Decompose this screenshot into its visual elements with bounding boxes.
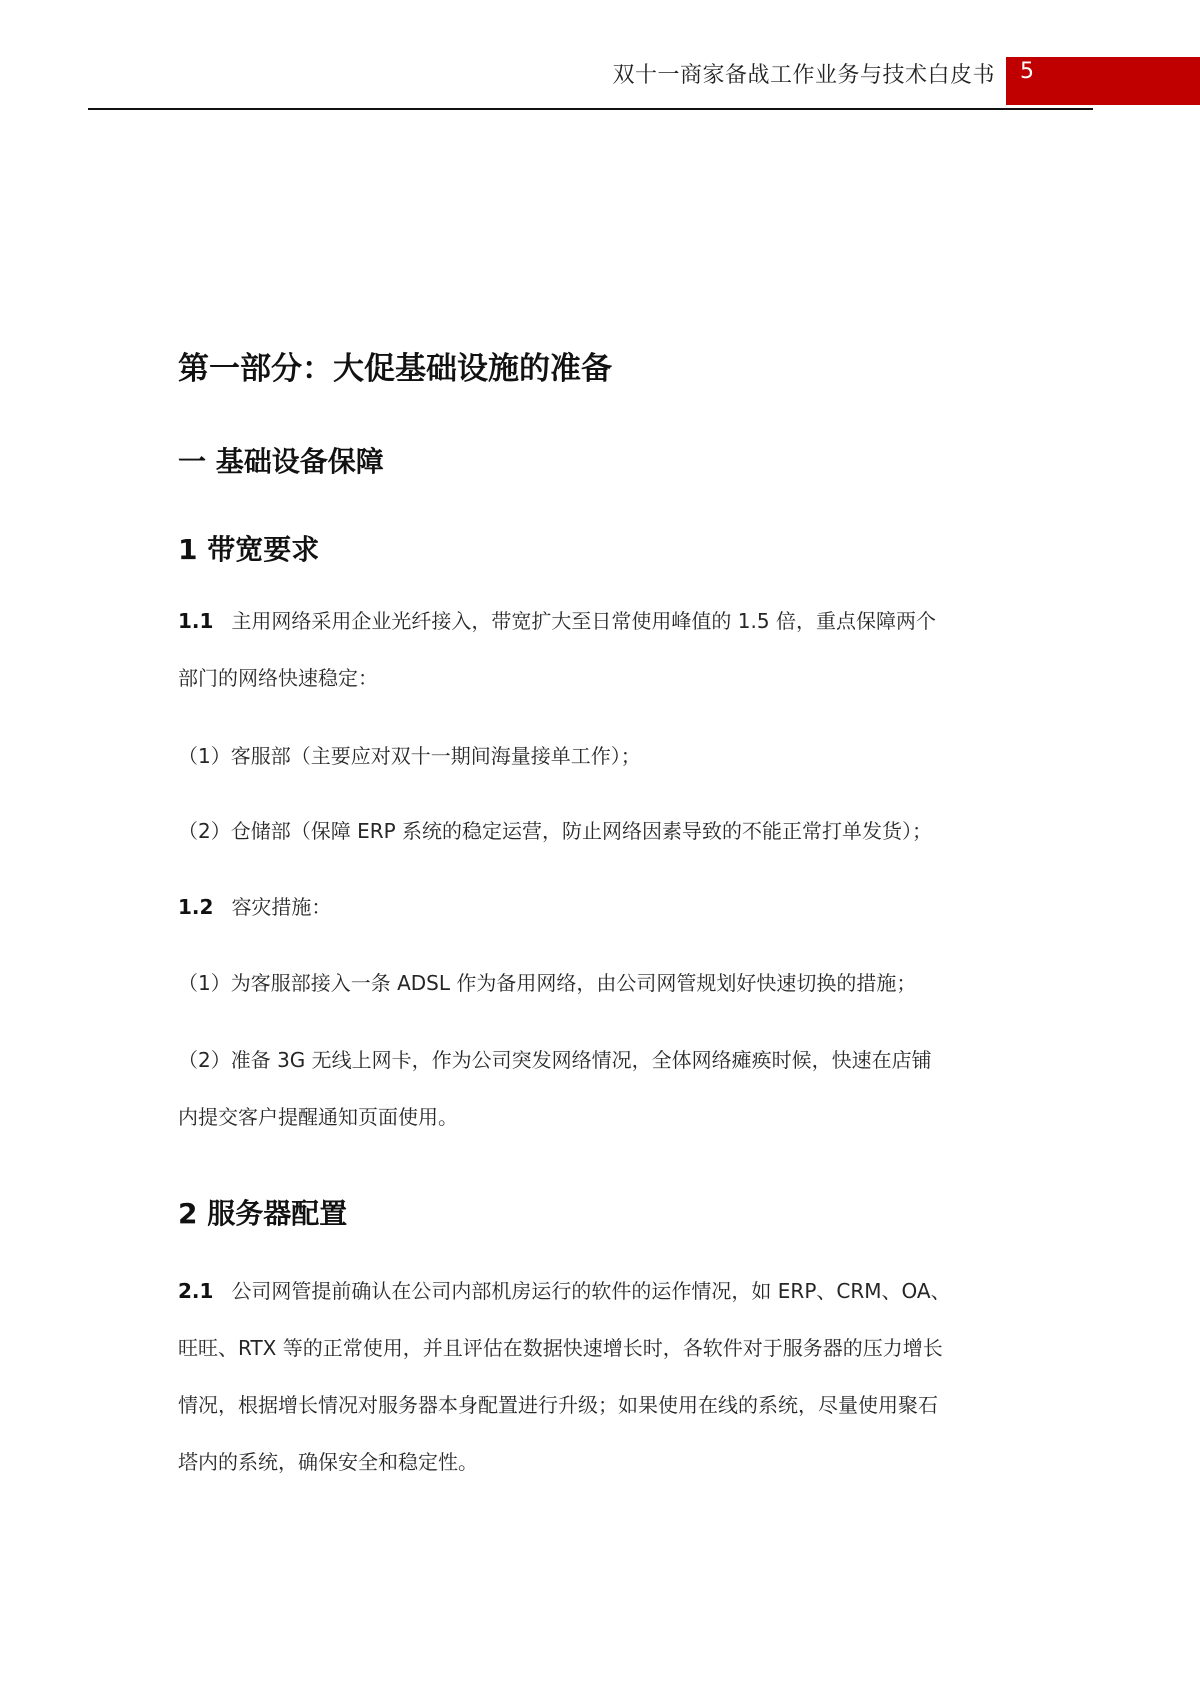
- paragraph-line: 情况，根据增长情况对服务器本身配置进行升级；如果使用在线的系统，尽量使用聚石: [178, 1393, 938, 1417]
- list-item: （1）客服部（主要应对双十一期间海量接单工作）；: [178, 744, 641, 768]
- paragraph-2-1: [178, 1275, 951, 1304]
- item-number: 2.1: [178, 1279, 214, 1303]
- paragraph-1-1: [178, 605, 936, 634]
- paragraph-line: 内提交客户提醒通知页面使用。: [178, 1105, 458, 1129]
- list-item: （1）为客服部接入一条 ADSL 作为备用网络，由公司网管规划好快速切换的措施；: [178, 971, 917, 995]
- document-title: 双十一商家备战工作业务与技术白皮书: [612, 63, 995, 88]
- subsection-heading-bandwidth: 1 带宽要求: [178, 533, 320, 566]
- paragraph-line: 塔内的系统，确保安全和稳定性。: [178, 1450, 478, 1474]
- paragraph-1-2: [178, 891, 331, 920]
- paragraph-line: 部门的网络快速稳定：: [178, 666, 378, 690]
- part-title: 第一部分：大促基础设施的准备: [178, 351, 612, 387]
- paragraph-line: 容灾措施：: [231, 895, 332, 919]
- list-item: （2）准备 3G 无线上网卡，作为公司突发网络情况，全体网络瘫痪时候，快速在店铺: [178, 1048, 932, 1072]
- paragraph-line: 旺旺、RTX 等的正常使用，并且评估在数据快速增长时，各软件对于服务器的压力增长: [178, 1336, 943, 1360]
- page-number: 5: [1020, 59, 1034, 84]
- item-number: 1.2: [178, 895, 214, 919]
- page-number-badge: [1006, 57, 1200, 105]
- paragraph-line: 主用网络采用企业光纤接入，带宽扩大至日常使用峰值的 1.5 倍，重点保障两个: [231, 609, 936, 633]
- paragraph-line: 公司网管提前确认在公司内部机房运行的软件的运作情况，如 ERP、CRM、OA、: [231, 1279, 951, 1303]
- subsection-heading-server: 2 服务器配置: [178, 1197, 348, 1230]
- section-title: 一 基础设备保障: [178, 445, 384, 478]
- list-item: （2）仓储部（保障 ERP 系统的稳定运营，防止网络因素导致的不能正常打单发货）；: [178, 819, 933, 843]
- item-number: 1.1: [178, 609, 214, 633]
- header-divider: [88, 108, 1093, 110]
